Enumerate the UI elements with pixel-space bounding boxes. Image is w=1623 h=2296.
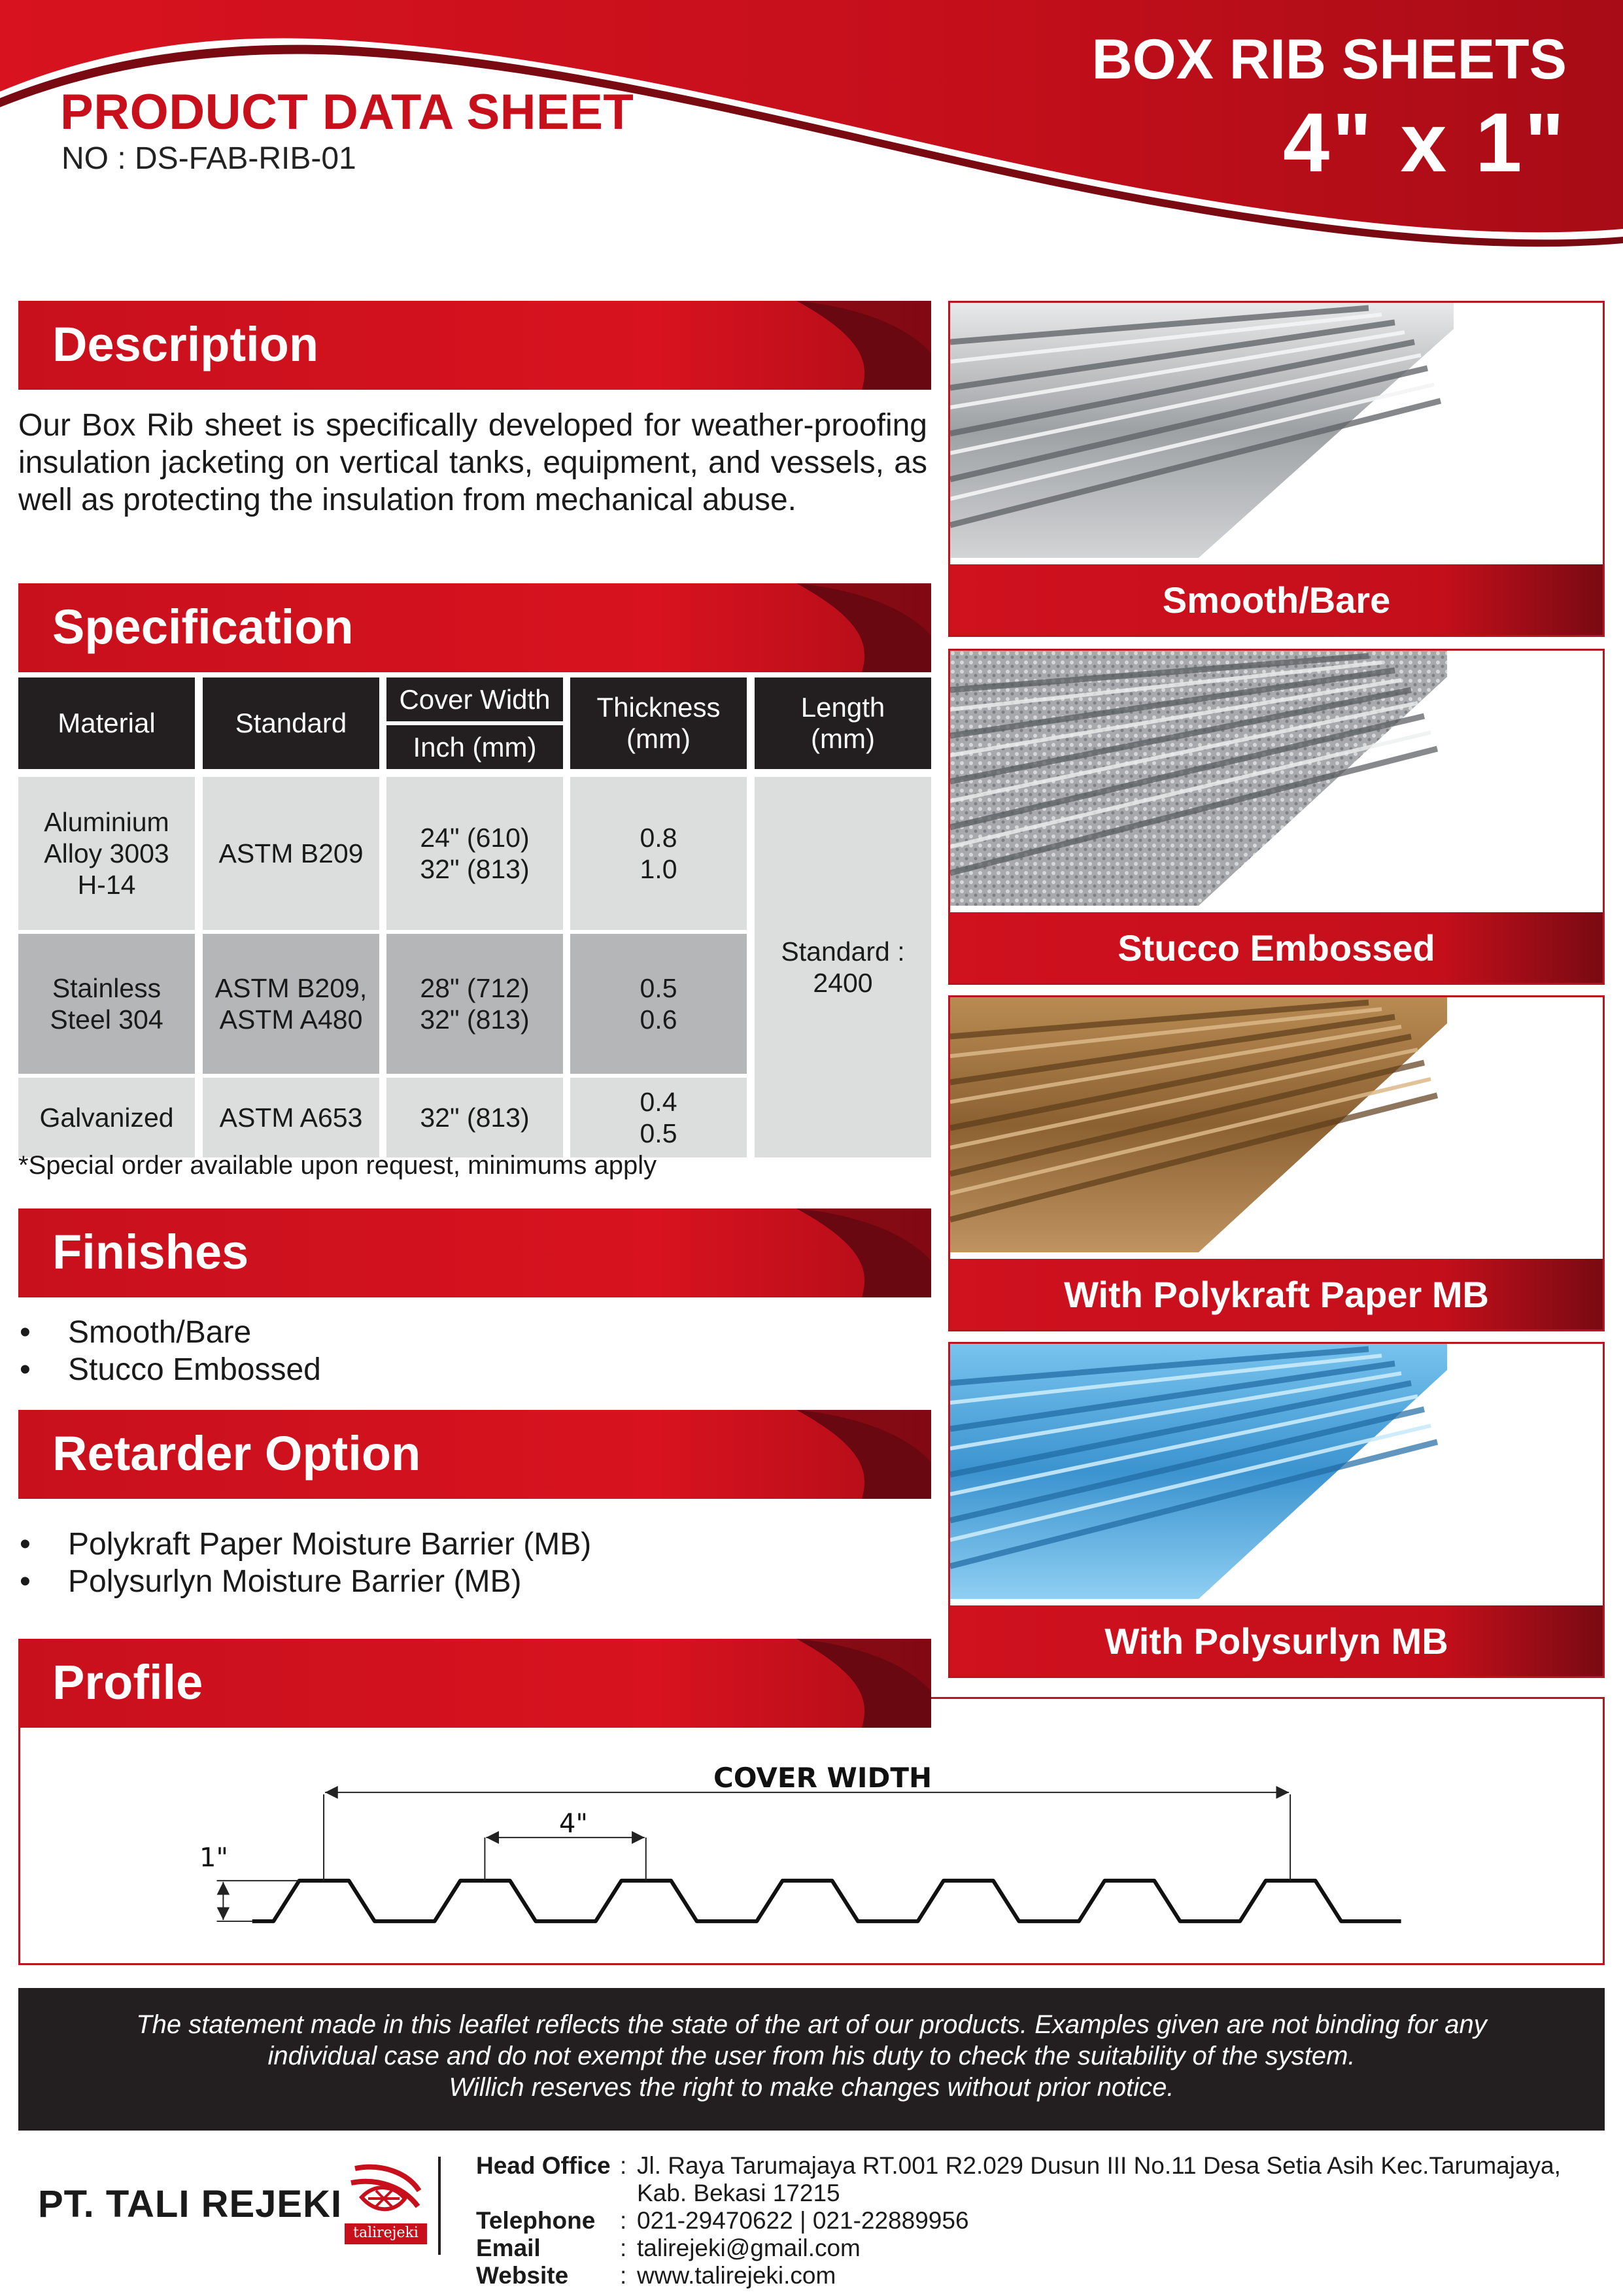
profile-heading: Profile [52,1655,203,1709]
website-link[interactable]: www.talirejeki.com [637,2262,836,2289]
disclaimer-line: individual case and do not exempt the user from his duty to check the suitability of the system. [267,2042,1356,2070]
list-item [18,1563,591,1600]
product-size: 4" x 1" [1282,96,1567,190]
contact-label: Head Office [476,2152,611,2179]
cover-width-header: Cover Width [386,677,563,721]
list-item [18,1314,321,1351]
bullet: • [20,1315,31,1350]
cover-width-cell: 28" (712) 32" (813) [386,934,563,1074]
bullet: • [20,1527,31,1562]
contact-label: Website [476,2262,569,2289]
contact-separator: : [620,2262,627,2289]
product-title: BOX RIB SHEETS [1091,28,1567,91]
standard-cell: ASTM B209 [203,777,379,930]
finishes-heading: Finishes [52,1225,249,1279]
email-link[interactable]: talirejeki@gmail.com [637,2235,861,2261]
smooth-sheet-image [950,303,1605,564]
material-cell: Stainless Steel 304 [18,934,195,1074]
material-header: Material [18,677,195,769]
height-label: 1" [199,1843,228,1873]
thickness-cell: 0.4 0.5 [570,1078,747,1157]
description-heading: Description [52,317,319,371]
document-title: PRODUCT DATA SHEET [60,84,634,140]
panel-label: Stucco Embossed [1118,927,1435,968]
length-header: Length (mm) [755,677,931,769]
cover-width-cell: 24" (610) 32" (813) [386,777,563,930]
profile-diagram-box [18,1697,1605,1965]
list-item-text: Polysurlyn Moisture Barrier (MB) [68,1564,522,1599]
standard-cell: ASTM B209, ASTM A480 [203,934,379,1074]
disclaimer-line: The statement made in this leaflet reflects the state of the art of our products. Examples given are not binding for any [136,2010,1487,2039]
retarder-list [18,1526,591,1600]
length-cell: Standard : 2400 [755,777,931,1157]
list-item [18,1351,321,1388]
contact-separator: : [620,2207,627,2234]
bullet: • [20,1564,31,1599]
standard-header: Standard [203,677,379,769]
special-order-note: *Special order available upon request, minimums apply [18,1151,657,1180]
standard-cell: ASTM A653 [203,1078,379,1157]
cover-width-cell: 32" (813) [386,1078,563,1157]
material-cell: Aluminium Alloy 3003 H-14 [18,777,195,930]
material-cell: Galvanized [18,1078,195,1157]
polysurlyn-panel [948,1342,1605,1678]
profile-banner [18,1639,931,1728]
contact-value: 021-29470622 | 021-22889956 [637,2207,969,2234]
contact-value: Kab. Bekasi 17215 [637,2180,840,2206]
specification-banner [18,583,931,672]
finishes-list [18,1314,321,1388]
retarder-heading: Retarder Option [52,1426,421,1481]
contact-separator: : [620,2235,627,2261]
smooth-bare-panel [948,301,1605,637]
profile-drawing [20,1699,1603,1963]
logo-text: talirejeki [353,2225,419,2241]
specification-heading: Specification [52,600,354,654]
polysurlyn-sheet-image [950,1344,1605,1605]
panel-label: With Polysurlyn MB [1104,1620,1448,1662]
document-number: NO : DS-FAB-RIB-01 [61,141,356,176]
thickness-header: Thickness (mm) [570,677,747,769]
company-name: PT. TALI REJEKI [38,2183,343,2225]
stucco-sheet-image [950,651,1605,912]
panel-label: With Polykraft Paper MB [1064,1273,1489,1315]
list-item-text: Smooth/Bare [68,1315,252,1350]
contact-label: Telephone [476,2207,596,2234]
description-text: Our Box Rib sheet is specifically developed for weather-proofing insulation jacketing on vertical tanks, equipment, and vessels, as well as protecting the insulation from mechanical abuse. [18,408,927,517]
specification-table [18,677,931,1148]
disclaimer [18,1988,1605,2131]
cover-width-unit-header: Inch (mm) [386,725,563,769]
polykraft-panel [948,995,1605,1331]
panel-label: Smooth/Bare [1162,579,1391,621]
cover-width-label: COVER WIDTH [713,1762,932,1794]
finishes-banner [18,1208,931,1297]
disclaimer-line: Willich reserves the right to make changes without prior notice. [449,2073,1174,2102]
contact-separator: : [620,2152,627,2179]
bullet: • [20,1352,31,1387]
contact-value: Jl. Raya Tarumajaya RT.001 R2.029 Dusun III No.11 Desa Setia Asih Kec.Tarumajaya, [637,2152,1561,2179]
pitch-label: 4" [559,1809,588,1839]
footer-divider [438,2157,441,2255]
thickness-cell: 0.5 0.6 [570,934,747,1074]
list-item [18,1526,591,1563]
contact-label: Email [476,2235,541,2261]
description-banner [18,301,931,390]
retarder-banner [18,1410,931,1499]
stucco-embossed-panel [948,649,1605,985]
polykraft-sheet-image [950,997,1605,1259]
thickness-cell: 0.8 1.0 [570,777,747,930]
list-item-text: Stucco Embossed [68,1352,321,1387]
list-item-text: Polykraft Paper Moisture Barrier (MB) [68,1527,592,1562]
